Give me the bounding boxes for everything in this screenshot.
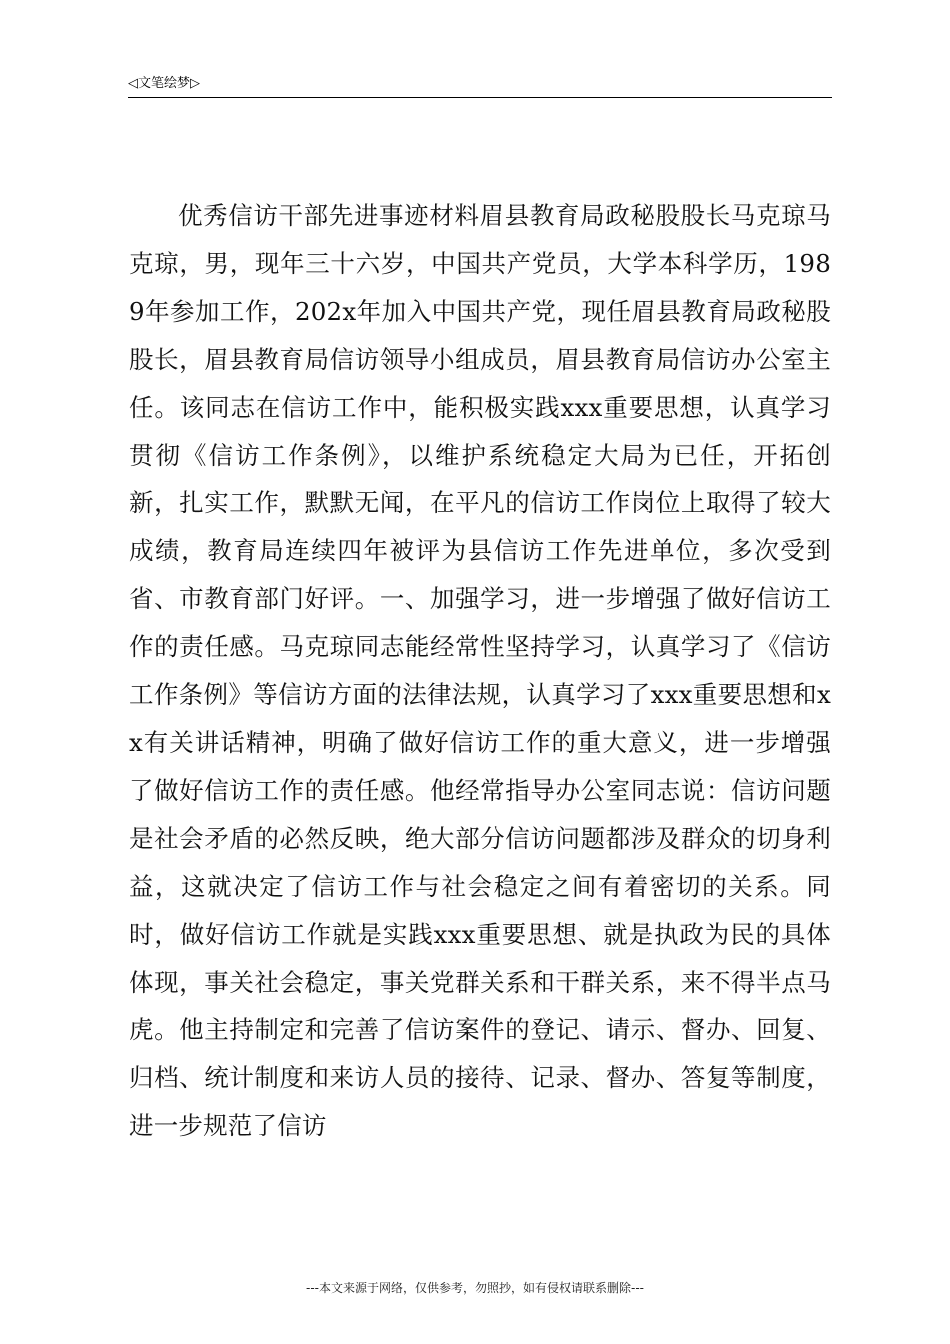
left-triangle-icon: ◁	[128, 76, 138, 91]
header-brand	[128, 76, 200, 92]
footer-disclaimer: ---本文来源于网络，仅供参考，勿照抄，如有侵权请联系删除---	[306, 1281, 644, 1295]
brand-text: 文笔绘梦	[138, 76, 191, 91]
right-triangle-icon: ▷	[190, 76, 201, 91]
header-divider	[128, 97, 832, 98]
page-header	[128, 76, 832, 98]
article-body: 优秀信访干部先进事迹材料眉县教育局政秘股股长马克琼马克琼，男，现年三十六岁，中国共产党员，大学本科学历，1989年参加工作，202x年加入中国共产党，现任眉县教育局政秘股股长，眉县教育局信访领导小组成员，眉县教育局信访办公室主任。该同志在信访工作中，能积极实践xxx重要思想，认真学习贯彻《信访工作条例》，以维护系统稳定大局为已任，开拓创新，扎实工作，默默无闻，在平凡的信访工作岗位上取得了较大成绩，教育局连续四年被评为县信访工作先进单位，多次受到省、市教育部门好评。一、加强学习，进一步增强了做好信访工作的责任感。马克琼同志能经常性坚持学习，认真学习了《信访工作条例》等信访方面的法律法规，认真学习了xxx重要思想和xx有关讲话精神，明确了做好信访工作的重大意义，进一步增强了做好信访工作的责任感。他经常指导办公室同志说：信访问题是社会矛盾的必然反映，绝大部分信访问题都涉及群众的切身利益，这就决定了信访工作与社会稳定之间有着密切的关系。同时，做好信访工作就是实践xxx重要思想、就是执政为民的具体体现，事关社会稳定，事关党群关系和干群关系，来不得半点马虎。他主持制定和完善了信访案件的登记、请示、督办、回复、归档、统计制度和来访人员的接待、记录、督办、答复等制度，进一步规范了信访	[129, 201, 831, 1141]
